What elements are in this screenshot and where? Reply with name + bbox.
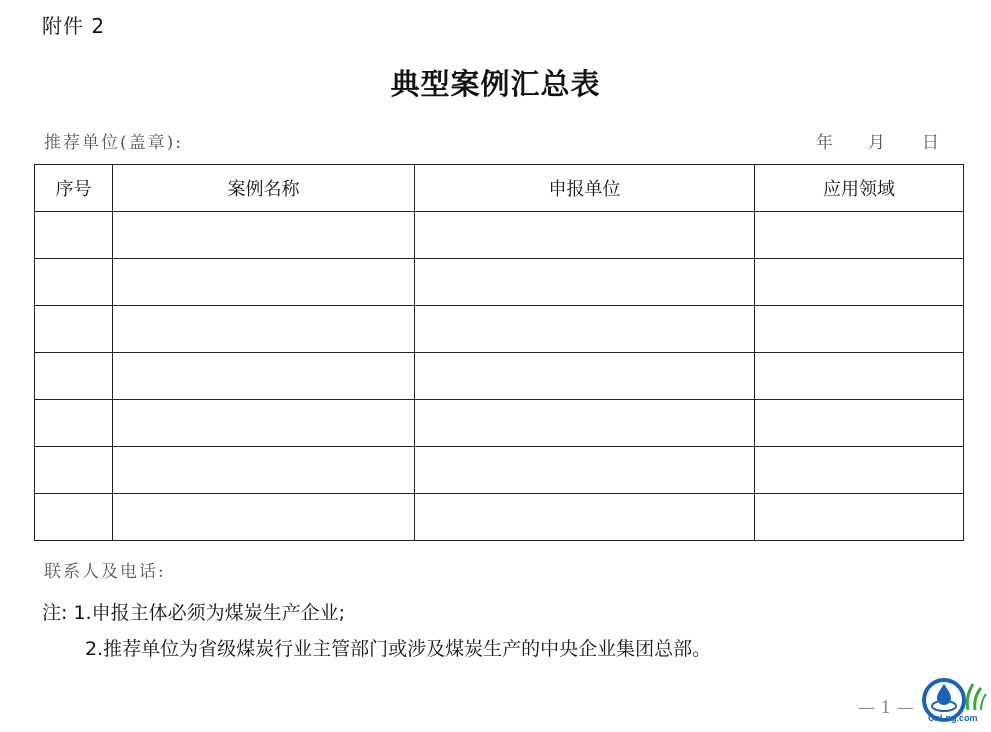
column-header-applicant: 申报单位 — [415, 165, 755, 212]
table-cell[interactable] — [755, 353, 964, 400]
table-cell[interactable] — [415, 306, 755, 353]
table-cell[interactable] — [755, 259, 964, 306]
summary-table — [34, 164, 964, 541]
column-header-index: 序号 — [35, 165, 113, 212]
page-number: — 1 — — [858, 698, 914, 718]
table-cell[interactable] — [35, 447, 113, 494]
table-cell[interactable] — [35, 259, 113, 306]
table-cell[interactable] — [415, 259, 755, 306]
table-cell[interactable] — [113, 447, 415, 494]
table-row — [35, 212, 964, 259]
date-year-label: 年 — [816, 133, 833, 153]
table-cell[interactable] — [755, 494, 964, 541]
table-cell[interactable] — [415, 212, 755, 259]
note-line-2: 2.推荐单位为省级煤炭行业主管部门或涉及煤炭生产的中央企业集团总部。 — [85, 638, 712, 660]
table-row — [35, 494, 964, 541]
table-cell[interactable] — [35, 353, 113, 400]
date-month-label: 月 — [868, 133, 885, 153]
table-cell[interactable] — [415, 400, 755, 447]
column-header-case-name: 案例名称 — [113, 165, 415, 212]
table-cell[interactable] — [35, 212, 113, 259]
table-header-row — [35, 165, 964, 212]
date-day-label: 日 — [922, 133, 939, 153]
table-row — [35, 259, 964, 306]
table-row — [35, 400, 964, 447]
recommender-label: 推荐单位(盖章): — [44, 133, 183, 153]
cnlng-logo-icon — [918, 676, 988, 732]
table-cell[interactable] — [113, 212, 415, 259]
table-cell[interactable] — [35, 306, 113, 353]
table-cell[interactable] — [415, 494, 755, 541]
table-cell[interactable] — [755, 447, 964, 494]
table-cell[interactable] — [755, 306, 964, 353]
note-line-1: 注: 1.申报主体必须为煤炭生产企业; — [42, 602, 345, 624]
column-header-application-field: 应用领域 — [755, 165, 964, 212]
table-row — [35, 447, 964, 494]
table-cell[interactable] — [113, 400, 415, 447]
table-row — [35, 353, 964, 400]
table-cell[interactable] — [415, 447, 755, 494]
contact-label: 联系人及电话: — [44, 562, 166, 582]
table-cell[interactable] — [415, 353, 755, 400]
table-cell[interactable] — [35, 494, 113, 541]
table-cell[interactable] — [755, 212, 964, 259]
table-cell[interactable] — [113, 353, 415, 400]
table-cell[interactable] — [113, 306, 415, 353]
page-title: 典型案例汇总表 — [390, 67, 601, 101]
attachment-label: 附件 2 — [42, 14, 106, 38]
table-row — [35, 306, 964, 353]
watermark-text: CnLng.com — [928, 713, 978, 723]
table-cell[interactable] — [113, 494, 415, 541]
table-cell[interactable] — [113, 259, 415, 306]
table-cell[interactable] — [35, 400, 113, 447]
table-cell[interactable] — [755, 400, 964, 447]
